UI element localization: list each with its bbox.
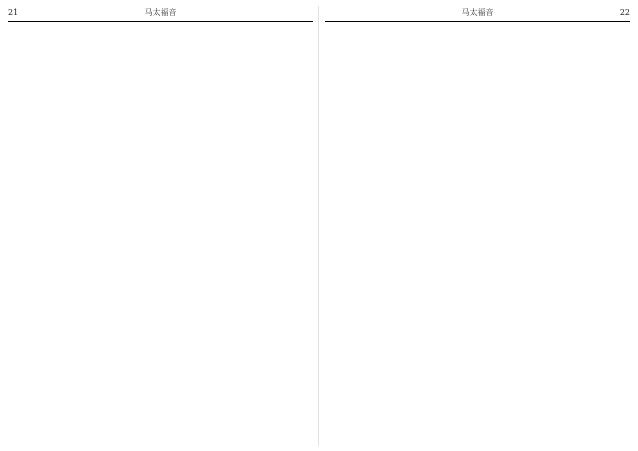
left-running-head [8, 6, 313, 20]
right-column-1 [325, 26, 473, 445]
right-column-2 [482, 26, 630, 445]
right-running-head [325, 6, 630, 20]
right-page-number: 22 [619, 8, 630, 17]
section-gap [325, 30, 473, 36]
section-gap [482, 26, 630, 32]
left-columns [8, 26, 313, 445]
left-header-rule [8, 21, 313, 22]
left-page-number: 21 [8, 8, 19, 17]
right-header-rule [325, 21, 630, 22]
left-book-title: 马太福音 [144, 8, 177, 17]
right-book-title: 马太福音 [461, 8, 494, 17]
right-page [319, 0, 638, 451]
section-gap [8, 26, 156, 32]
left-column-2 [165, 26, 313, 445]
right-columns [325, 26, 630, 445]
section-gap [325, 40, 473, 46]
section-gap [165, 26, 313, 32]
left-column-1 [8, 26, 156, 445]
